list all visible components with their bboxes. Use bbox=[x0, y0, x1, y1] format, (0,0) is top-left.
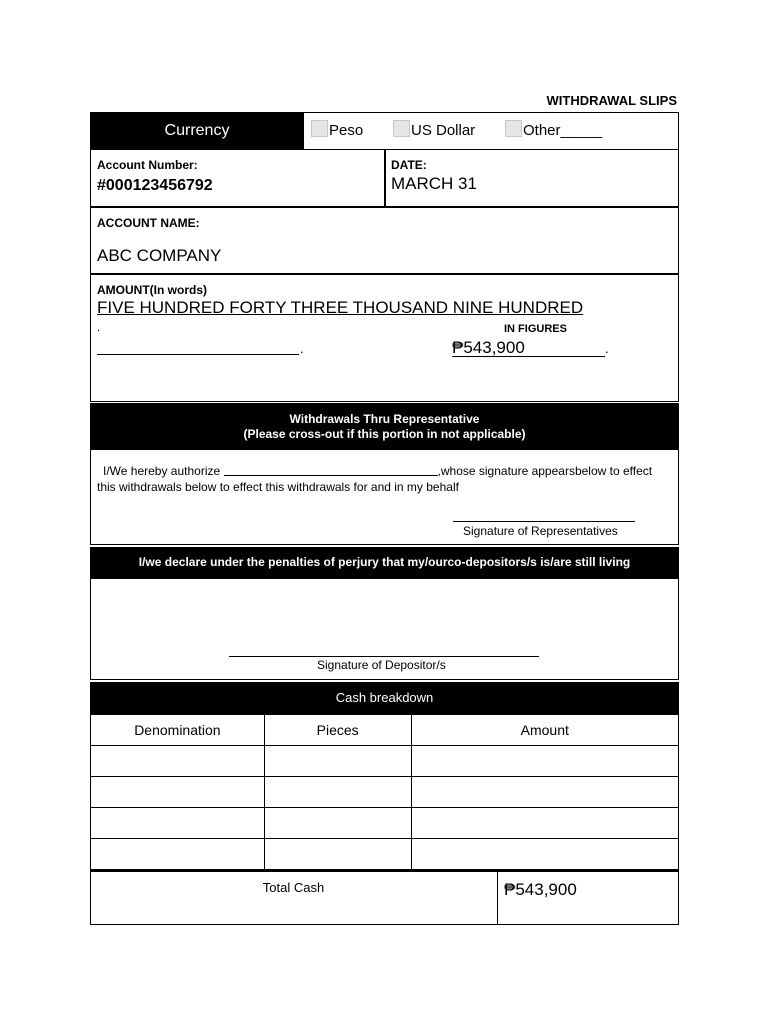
amount-cell[interactable] bbox=[411, 746, 678, 777]
denomination-cell[interactable] bbox=[91, 746, 265, 777]
currency-label: Currency bbox=[164, 122, 230, 139]
pieces-cell[interactable] bbox=[264, 839, 411, 870]
denomination-cell[interactable] bbox=[91, 777, 265, 808]
cash-breakdown-table bbox=[90, 714, 679, 870]
denomination-cell[interactable] bbox=[91, 808, 265, 839]
amount-words-dot: . bbox=[97, 322, 101, 334]
representative-name-line[interactable] bbox=[224, 463, 438, 476]
currency-label-cell bbox=[90, 112, 304, 150]
representative-signature-line[interactable] bbox=[453, 521, 635, 522]
amount-words-value[interactable]: FIVE HUNDRED FORTY THREE THOUSAND NINE HUNDRED bbox=[97, 298, 584, 317]
currency-option-label: US Dollar bbox=[411, 122, 476, 139]
column-header-denomination: Denomination bbox=[91, 715, 265, 746]
authorize-text-end: ,whose signature appearsbelow to effect bbox=[437, 464, 653, 478]
amount-cell[interactable] bbox=[411, 777, 678, 808]
table-row bbox=[91, 808, 679, 839]
representative-header-line1: Withdrawals Thru Representative bbox=[289, 412, 480, 426]
amount-words-continuation-line[interactable] bbox=[97, 354, 299, 355]
pieces-cell[interactable] bbox=[264, 777, 411, 808]
representative-header-line2: (Please cross-out if this portion in not applicable) bbox=[243, 427, 526, 441]
checkbox-icon[interactable] bbox=[505, 120, 522, 137]
currency-option-label: Peso bbox=[329, 122, 364, 139]
column-header-pieces: Pieces bbox=[264, 715, 411, 746]
amount-cell[interactable] bbox=[411, 808, 678, 839]
depositor-signature-label: Signature of Depositor/s bbox=[317, 658, 446, 672]
representative-authorize-text bbox=[103, 463, 652, 478]
account-number-label: Account Number: bbox=[97, 158, 198, 172]
amount-figures-value: ₱543,900 bbox=[452, 338, 525, 357]
checkbox-icon[interactable] bbox=[311, 120, 328, 137]
total-cash-divider bbox=[497, 870, 498, 925]
amount-line-end-left: . bbox=[300, 341, 304, 356]
amount-figures-line[interactable] bbox=[452, 338, 605, 357]
pieces-cell[interactable] bbox=[264, 808, 411, 839]
representative-signature-label: Signature of Representatives bbox=[463, 524, 618, 538]
column-header-amount: Amount bbox=[411, 715, 678, 746]
date-value[interactable]: MARCH 31 bbox=[391, 174, 477, 193]
denomination-cell[interactable] bbox=[91, 839, 265, 870]
currency-option-other[interactable] bbox=[505, 120, 602, 139]
table-header-row bbox=[91, 715, 679, 746]
authorize-text-start: I/We hereby authorize bbox=[103, 464, 221, 478]
currency-option-usd[interactable] bbox=[393, 120, 475, 139]
table-row bbox=[91, 777, 679, 808]
table-row bbox=[91, 839, 679, 870]
declaration-header-text: I/we declare under the penalties of perjury that my/ourco-depositors/s is/are still living bbox=[138, 555, 631, 569]
total-cash-row bbox=[90, 870, 679, 925]
total-cash-label: Total Cash bbox=[262, 880, 325, 895]
account-name-label: ACCOUNT NAME: bbox=[97, 216, 200, 230]
declaration-header bbox=[90, 547, 679, 578]
amount-cell[interactable] bbox=[411, 839, 678, 870]
pieces-cell[interactable] bbox=[264, 746, 411, 777]
cash-breakdown-title: Cash breakdown bbox=[335, 690, 434, 705]
representative-authorize-text-line2: this withdrawals below to effect this withdrawals for and in my behalf bbox=[97, 480, 459, 494]
amount-figures-label: IN FIGURES bbox=[504, 323, 567, 335]
depositor-signature-line[interactable] bbox=[229, 656, 539, 657]
representative-header bbox=[90, 403, 679, 449]
currency-option-peso[interactable] bbox=[311, 120, 363, 139]
account-number-value[interactable]: #000123456792 bbox=[97, 177, 213, 194]
amount-line-end-right: . bbox=[605, 341, 609, 356]
form-title: WITHDRAWAL SLIPS bbox=[546, 93, 677, 108]
currency-option-label: Other_____ bbox=[523, 122, 603, 139]
table-row bbox=[91, 746, 679, 777]
checkbox-icon[interactable] bbox=[393, 120, 410, 137]
total-cash-value[interactable]: ₱543,900 bbox=[504, 880, 577, 899]
cash-breakdown-header bbox=[90, 682, 679, 714]
account-name-value[interactable]: ABC COMPANY bbox=[97, 246, 222, 265]
amount-words-label: AMOUNT(In words) bbox=[97, 283, 207, 297]
date-label: DATE: bbox=[391, 158, 427, 172]
